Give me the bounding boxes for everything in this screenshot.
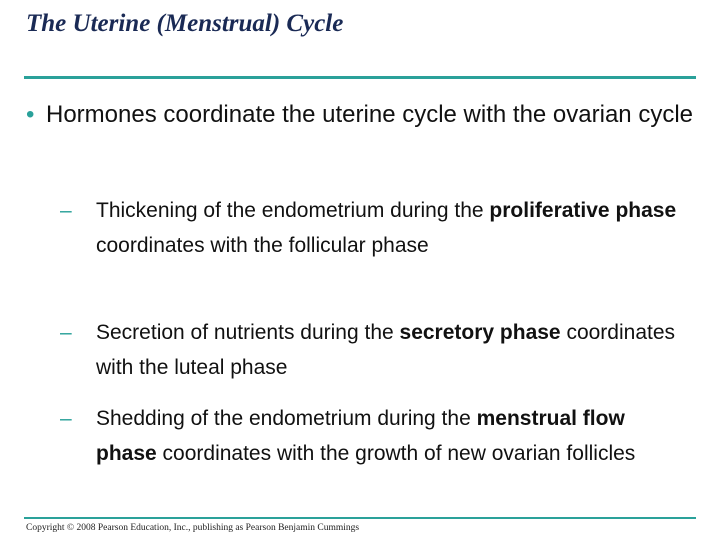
dash-marker: – xyxy=(60,321,72,344)
sub-bullet-menstrual xyxy=(60,401,680,471)
dash-marker: – xyxy=(60,199,72,222)
sub-bullet-emphasis: secretory phase xyxy=(399,321,561,344)
sub-bullet-text xyxy=(60,193,680,263)
sub-bullet-text xyxy=(60,315,680,385)
sub-bullet-text-after: coordinates with the follicular phase xyxy=(96,234,429,257)
bullet-marker: • xyxy=(26,101,35,128)
sub-bullet-text xyxy=(60,401,680,471)
dash-marker: – xyxy=(60,407,72,430)
copyright-notice: Copyright © 2008 Pearson Education, Inc., publishing as Pearson Benjamin Cummings xyxy=(26,523,360,533)
sub-bullet-proliferative xyxy=(60,193,680,263)
sub-bullet-emphasis: menstrual flow phase xyxy=(96,407,625,465)
main-bullet xyxy=(26,98,696,131)
sub-bullet-text-before: Thickening of the endometrium during the xyxy=(96,199,490,222)
sub-bullet-text-before: Shedding of the endometrium during the xyxy=(96,407,477,430)
main-bullet-text: Hormones coordinate the uterine cycle with the ovarian cycle xyxy=(46,101,693,128)
sub-bullet-text-before: Secretion of nutrients during the xyxy=(96,321,400,344)
sub-bullet-secretory xyxy=(60,315,680,385)
sub-bullet-emphasis: proliferative phase xyxy=(489,199,677,222)
sub-bullet-text-after: coordinates with the luteal phase xyxy=(96,321,676,379)
sub-bullet-text-after: coordinates with the growth of new ovarian follicles xyxy=(156,442,636,465)
footer-divider xyxy=(24,517,696,519)
slide-title: The Uterine (Menstrual) Cycle xyxy=(26,10,344,37)
title-divider xyxy=(24,76,696,79)
